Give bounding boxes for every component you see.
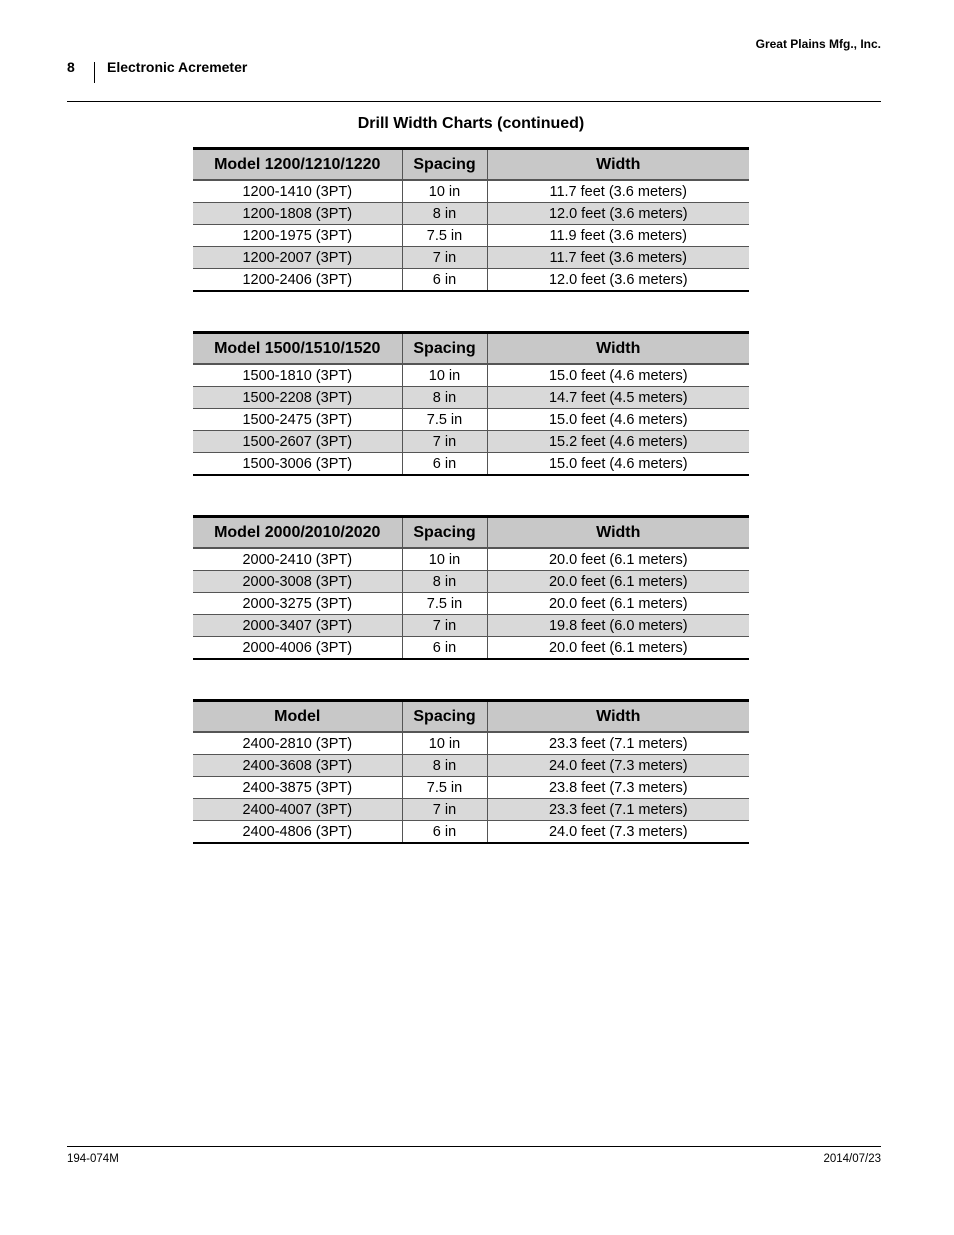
spacing-cell: 8 in	[402, 755, 487, 777]
spacing-column-header: Spacing	[402, 517, 487, 549]
width-cell: 20.0 feet (6.1 meters)	[487, 548, 749, 571]
spacing-cell: 6 in	[402, 821, 487, 844]
header-separator	[94, 62, 95, 83]
spacing-cell: 6 in	[402, 269, 487, 292]
model-cell: 1500-1810 (3PT)	[193, 364, 402, 387]
table-row	[193, 364, 749, 387]
model-cell: 1500-3006 (3PT)	[193, 453, 402, 476]
page-number: 8	[67, 59, 75, 75]
table-row	[193, 777, 749, 799]
width-cell: 15.2 feet (4.6 meters)	[487, 431, 749, 453]
model-cell: 1500-2475 (3PT)	[193, 409, 402, 431]
width-cell: 15.0 feet (4.6 meters)	[487, 453, 749, 476]
width-cell: 20.0 feet (6.1 meters)	[487, 637, 749, 660]
spacing-column-header: Spacing	[402, 333, 487, 365]
model-column-header: Model 1200/1210/1220	[193, 149, 402, 181]
model-cell: 1500-2607 (3PT)	[193, 431, 402, 453]
width-cell: 11.9 feet (3.6 meters)	[487, 225, 749, 247]
spacing-cell: 7 in	[402, 431, 487, 453]
spacing-cell: 10 in	[402, 732, 487, 755]
width-column-header: Width	[487, 149, 749, 181]
model-cell: 2000-2410 (3PT)	[193, 548, 402, 571]
model-cell: 2400-3608 (3PT)	[193, 755, 402, 777]
table-row	[193, 180, 749, 203]
model-cell: 2000-4006 (3PT)	[193, 637, 402, 660]
spacing-cell: 7 in	[402, 615, 487, 637]
drill-width-table-1500	[193, 331, 749, 476]
spacing-cell: 10 in	[402, 180, 487, 203]
width-cell: 11.7 feet (3.6 meters)	[487, 180, 749, 203]
table-row	[193, 637, 749, 660]
model-cell: 1200-1808 (3PT)	[193, 203, 402, 225]
width-cell: 23.3 feet (7.1 meters)	[487, 799, 749, 821]
width-column-header: Width	[487, 333, 749, 365]
table-header-row	[193, 701, 749, 733]
width-cell: 12.0 feet (3.6 meters)	[487, 269, 749, 292]
spacing-cell: 7.5 in	[402, 777, 487, 799]
charts-title: Drill Width Charts (continued)	[357, 115, 585, 132]
model-cell: 2000-3407 (3PT)	[193, 615, 402, 637]
spacing-cell: 8 in	[402, 387, 487, 409]
width-cell: 14.7 feet (4.5 meters)	[487, 387, 749, 409]
table-row	[193, 821, 749, 844]
document-number: 194-074M	[67, 1153, 119, 1165]
spacing-cell: 7.5 in	[402, 409, 487, 431]
table-row	[193, 225, 749, 247]
document-date: 2014/07/23	[823, 1153, 881, 1165]
table-row	[193, 615, 749, 637]
width-cell: 15.0 feet (4.6 meters)	[487, 364, 749, 387]
table-row	[193, 732, 749, 755]
spacing-cell: 7 in	[402, 247, 487, 269]
section-title: Electronic Acremeter	[107, 59, 248, 75]
spacing-column-header: Spacing	[402, 149, 487, 181]
table-row	[193, 387, 749, 409]
table-row	[193, 548, 749, 571]
table-header-row	[193, 517, 749, 549]
width-cell: 24.0 feet (7.3 meters)	[487, 755, 749, 777]
spacing-cell: 10 in	[402, 548, 487, 571]
table-header-row	[193, 149, 749, 181]
model-cell: 2400-3875 (3PT)	[193, 777, 402, 799]
model-cell: 1200-2007 (3PT)	[193, 247, 402, 269]
table-row	[193, 203, 749, 225]
table-row	[193, 799, 749, 821]
model-cell: 2400-4007 (3PT)	[193, 799, 402, 821]
table-header-row	[193, 333, 749, 365]
model-column-header: Model	[193, 701, 402, 733]
table-row	[193, 431, 749, 453]
width-cell: 24.0 feet (7.3 meters)	[487, 821, 749, 844]
table-row	[193, 453, 749, 476]
spacing-cell: 7.5 in	[402, 225, 487, 247]
drill-width-table-2000	[193, 515, 749, 660]
drill-width-table-2400	[193, 699, 749, 844]
footer-rule	[67, 1146, 881, 1147]
spacing-cell: 7.5 in	[402, 593, 487, 615]
spacing-cell: 7 in	[402, 799, 487, 821]
table-row	[193, 269, 749, 292]
width-cell: 20.0 feet (6.1 meters)	[487, 571, 749, 593]
width-cell: 19.8 feet (6.0 meters)	[487, 615, 749, 637]
width-cell: 23.3 feet (7.1 meters)	[487, 732, 749, 755]
table-row	[193, 571, 749, 593]
spacing-cell: 8 in	[402, 203, 487, 225]
width-column-header: Width	[487, 701, 749, 733]
spacing-cell: 10 in	[402, 364, 487, 387]
width-cell: 15.0 feet (4.6 meters)	[487, 409, 749, 431]
spacing-column-header: Spacing	[402, 701, 487, 733]
spacing-cell: 6 in	[402, 453, 487, 476]
width-cell: 20.0 feet (6.1 meters)	[487, 593, 749, 615]
table-row	[193, 755, 749, 777]
model-cell: 2400-2810 (3PT)	[193, 732, 402, 755]
model-cell: 1500-2208 (3PT)	[193, 387, 402, 409]
model-cell: 2400-4806 (3PT)	[193, 821, 402, 844]
width-column-header: Width	[487, 517, 749, 549]
table-row	[193, 247, 749, 269]
model-cell: 2000-3008 (3PT)	[193, 571, 402, 593]
model-cell: 1200-1410 (3PT)	[193, 180, 402, 203]
width-cell: 12.0 feet (3.6 meters)	[487, 203, 749, 225]
drill-width-table-1200	[193, 147, 749, 292]
width-cell: 11.7 feet (3.6 meters)	[487, 247, 749, 269]
spacing-cell: 6 in	[402, 637, 487, 660]
spacing-cell: 8 in	[402, 571, 487, 593]
model-cell: 1200-2406 (3PT)	[193, 269, 402, 292]
model-column-header: Model 1500/1510/1520	[193, 333, 402, 365]
model-cell: 1200-1975 (3PT)	[193, 225, 402, 247]
model-column-header: Model 2000/2010/2020	[193, 517, 402, 549]
header-rule	[67, 101, 881, 102]
width-cell: 23.8 feet (7.3 meters)	[487, 777, 749, 799]
table-row	[193, 593, 749, 615]
model-cell: 2000-3275 (3PT)	[193, 593, 402, 615]
table-row	[193, 409, 749, 431]
company-name: Great Plains Mfg., Inc.	[755, 37, 881, 51]
